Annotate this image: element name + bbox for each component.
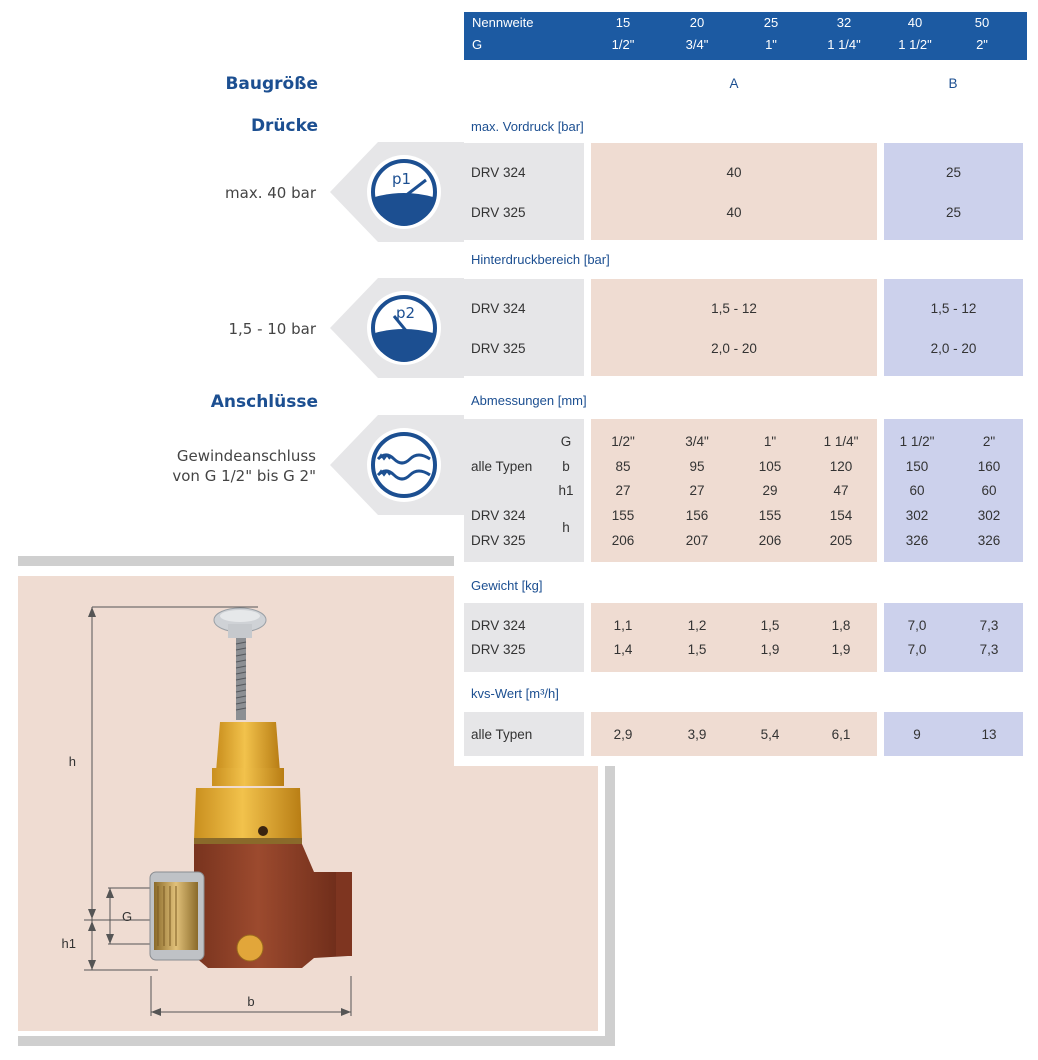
thread-connection-icon bbox=[367, 428, 441, 502]
nominal-20: 20 bbox=[689, 15, 705, 30]
thread-1: 1" bbox=[765, 37, 777, 52]
pressure-reducing-valve-drawing bbox=[18, 576, 458, 1031]
nominal-15: 15 bbox=[615, 15, 631, 30]
dim-g-40: 1 1/2" bbox=[899, 434, 935, 449]
dim-h1-50: 60 bbox=[981, 483, 997, 498]
weight-row2-type: DRV 325 bbox=[471, 642, 526, 657]
weight-324-40: 7,0 bbox=[907, 618, 927, 633]
outlet-row2-a: 2,0 - 20 bbox=[711, 341, 757, 356]
dim-b-25: 105 bbox=[758, 459, 782, 474]
dim-b-50: 160 bbox=[977, 459, 1001, 474]
dim-label-h1: h1 bbox=[61, 936, 76, 951]
outlet-pressure-badge bbox=[330, 278, 464, 378]
dim-b-15: 85 bbox=[615, 459, 631, 474]
dimensions-all-types: alle Typen bbox=[471, 459, 533, 474]
weight-size-b-cell bbox=[884, 603, 1023, 672]
inlet-pressure-gauge-icon bbox=[367, 155, 441, 229]
inlet-row1-b: 25 bbox=[945, 165, 962, 180]
nominal-50: 50 bbox=[974, 15, 990, 30]
connection-badge bbox=[330, 415, 464, 515]
inlet-type-cell bbox=[464, 143, 584, 240]
dim-h325-50: 326 bbox=[977, 533, 1001, 548]
inlet-row1-type: DRV 324 bbox=[471, 165, 526, 180]
size-b: B bbox=[948, 76, 958, 91]
dim-label-b: b bbox=[247, 994, 255, 1009]
dim-b-40: 150 bbox=[905, 459, 929, 474]
nominal-32: 32 bbox=[836, 15, 852, 30]
dim-h324-50: 302 bbox=[977, 508, 1001, 523]
dim-h1-25: 29 bbox=[762, 483, 778, 498]
kvs-25: 5,4 bbox=[760, 727, 780, 742]
outlet-size-a-cell bbox=[591, 279, 877, 376]
weight-row1-type: DRV 324 bbox=[471, 618, 526, 633]
thread-1-2: 1/2" bbox=[611, 37, 635, 52]
inlet-size-a-cell bbox=[591, 143, 877, 240]
weight-325-40: 7,0 bbox=[907, 642, 927, 657]
weight-324-32: 1,8 bbox=[831, 618, 851, 633]
nominal-40: 40 bbox=[907, 15, 923, 30]
dim-h325-32: 205 bbox=[829, 533, 853, 548]
symbol-g: G bbox=[560, 434, 572, 449]
outlet-row2-type: DRV 325 bbox=[471, 341, 526, 356]
dim-h324-25: 155 bbox=[758, 508, 782, 523]
dim-h1-40: 60 bbox=[909, 483, 925, 498]
weight-325-32: 1,9 bbox=[831, 642, 851, 657]
panel-shadow-right bbox=[605, 760, 615, 1046]
outlet-size-b-cell bbox=[884, 279, 1023, 376]
outlet-type-cell bbox=[464, 279, 584, 376]
kvs-40: 9 bbox=[913, 727, 921, 742]
dim-h325-40: 326 bbox=[905, 533, 929, 548]
dim-g-50: 2" bbox=[982, 434, 996, 449]
weight-324-15: 1,1 bbox=[613, 618, 633, 633]
dim-label-g: G bbox=[122, 909, 133, 924]
inlet-size-b-cell bbox=[884, 143, 1023, 240]
inlet-row2-type: DRV 325 bbox=[471, 205, 526, 220]
dim-h324-32: 154 bbox=[829, 508, 853, 523]
kvs-20: 3,9 bbox=[687, 727, 707, 742]
dim-h324-40: 302 bbox=[905, 508, 929, 523]
dimensions-section-label: Abmessungen [mm] bbox=[471, 393, 587, 408]
dim-h325-20: 207 bbox=[685, 533, 709, 548]
dim-g-20: 3/4" bbox=[685, 434, 709, 449]
weight-section-label: Gewicht [kg] bbox=[471, 578, 543, 593]
weight-type-cell bbox=[464, 603, 584, 672]
panel-shadow-bottom bbox=[18, 1036, 615, 1046]
outlet-row2-b: 2,0 - 20 bbox=[930, 341, 977, 356]
heading-druecke: Drücke bbox=[250, 116, 318, 136]
symbol-h1: h1 bbox=[558, 483, 574, 498]
dim-h324-15: 155 bbox=[611, 508, 635, 523]
inlet-row1-a: 40 bbox=[726, 165, 742, 180]
symbol-b: b bbox=[562, 459, 570, 474]
inlet-pressure-section-label: max. Vordruck [bar] bbox=[471, 119, 584, 134]
outlet-pressure-section-label: Hinterdruckbereich [bar] bbox=[471, 252, 610, 267]
max-pressure-text: max. 40 bar bbox=[225, 184, 316, 202]
heading-baugroesse: Baugröße bbox=[225, 74, 318, 94]
connection-text-line2: von G 1/2" bis G 2" bbox=[172, 467, 316, 485]
kvs-section-label: kvs-Wert [m³/h] bbox=[471, 686, 559, 701]
thread-2: 2" bbox=[976, 37, 988, 52]
kvs-15: 2,9 bbox=[613, 727, 633, 742]
thread-label: G bbox=[472, 37, 483, 52]
dim-g-15: 1/2" bbox=[611, 434, 635, 449]
kvs-50: 13 bbox=[981, 727, 997, 742]
connection-text-line1: Gewindeanschluss bbox=[176, 447, 316, 465]
dim-h325-25: 206 bbox=[758, 533, 782, 548]
dim-b-32: 120 bbox=[829, 459, 853, 474]
dim-label-h: h bbox=[68, 754, 76, 769]
thread-1-1-2: 1 1/2" bbox=[898, 37, 932, 52]
dim-h1-20: 27 bbox=[689, 483, 705, 498]
heading-anschluesse: Anschlüsse bbox=[210, 392, 318, 412]
outlet-range-text: 1,5 - 10 bar bbox=[228, 320, 316, 338]
weight-size-a-cell bbox=[591, 603, 877, 672]
symbol-h: h bbox=[562, 520, 570, 535]
outlet-row1-b: 1,5 - 12 bbox=[930, 301, 977, 316]
outlet-row1-a: 1,5 - 12 bbox=[711, 301, 757, 316]
nominal-25: 25 bbox=[763, 15, 779, 30]
kvs-type: alle Typen bbox=[471, 727, 533, 742]
kvs-32: 6,1 bbox=[831, 727, 851, 742]
inlet-pressure-badge bbox=[330, 142, 464, 242]
dim-h324-20: 156 bbox=[685, 508, 709, 523]
dim-g-32: 1 1/4" bbox=[823, 434, 859, 449]
p1-label: p1 bbox=[392, 170, 412, 188]
weight-325-15: 1,4 bbox=[613, 642, 633, 657]
dim-h1-32: 47 bbox=[833, 483, 849, 498]
thread-1-1-4: 1 1/4" bbox=[827, 37, 861, 52]
p2-label: p2 bbox=[396, 304, 416, 322]
nominal-size-label: Nennweite bbox=[472, 15, 534, 30]
weight-324-50: 7,3 bbox=[979, 618, 999, 633]
dimensions-drv325: DRV 325 bbox=[471, 533, 526, 548]
weight-325-25: 1,9 bbox=[760, 642, 780, 657]
panel-shadow-top bbox=[18, 556, 454, 566]
dimensions-drv324: DRV 324 bbox=[471, 508, 526, 523]
inlet-row2-b: 25 bbox=[945, 205, 962, 220]
dim-h325-15: 206 bbox=[611, 533, 635, 548]
weight-325-50: 7,3 bbox=[979, 642, 999, 657]
inlet-row2-a: 40 bbox=[726, 205, 742, 220]
size-a: A bbox=[729, 76, 739, 91]
dim-g-25: 1" bbox=[763, 434, 777, 449]
spec-table-header bbox=[464, 12, 1027, 60]
outlet-row1-type: DRV 324 bbox=[471, 301, 526, 316]
weight-325-20: 1,5 bbox=[687, 642, 707, 657]
thread-3-4: 3/4" bbox=[685, 37, 709, 52]
outlet-pressure-gauge-icon bbox=[367, 291, 441, 365]
dim-h1-15: 27 bbox=[615, 483, 631, 498]
weight-324-20: 1,2 bbox=[687, 618, 707, 633]
dim-b-20: 95 bbox=[689, 459, 705, 474]
weight-324-25: 1,5 bbox=[760, 618, 780, 633]
